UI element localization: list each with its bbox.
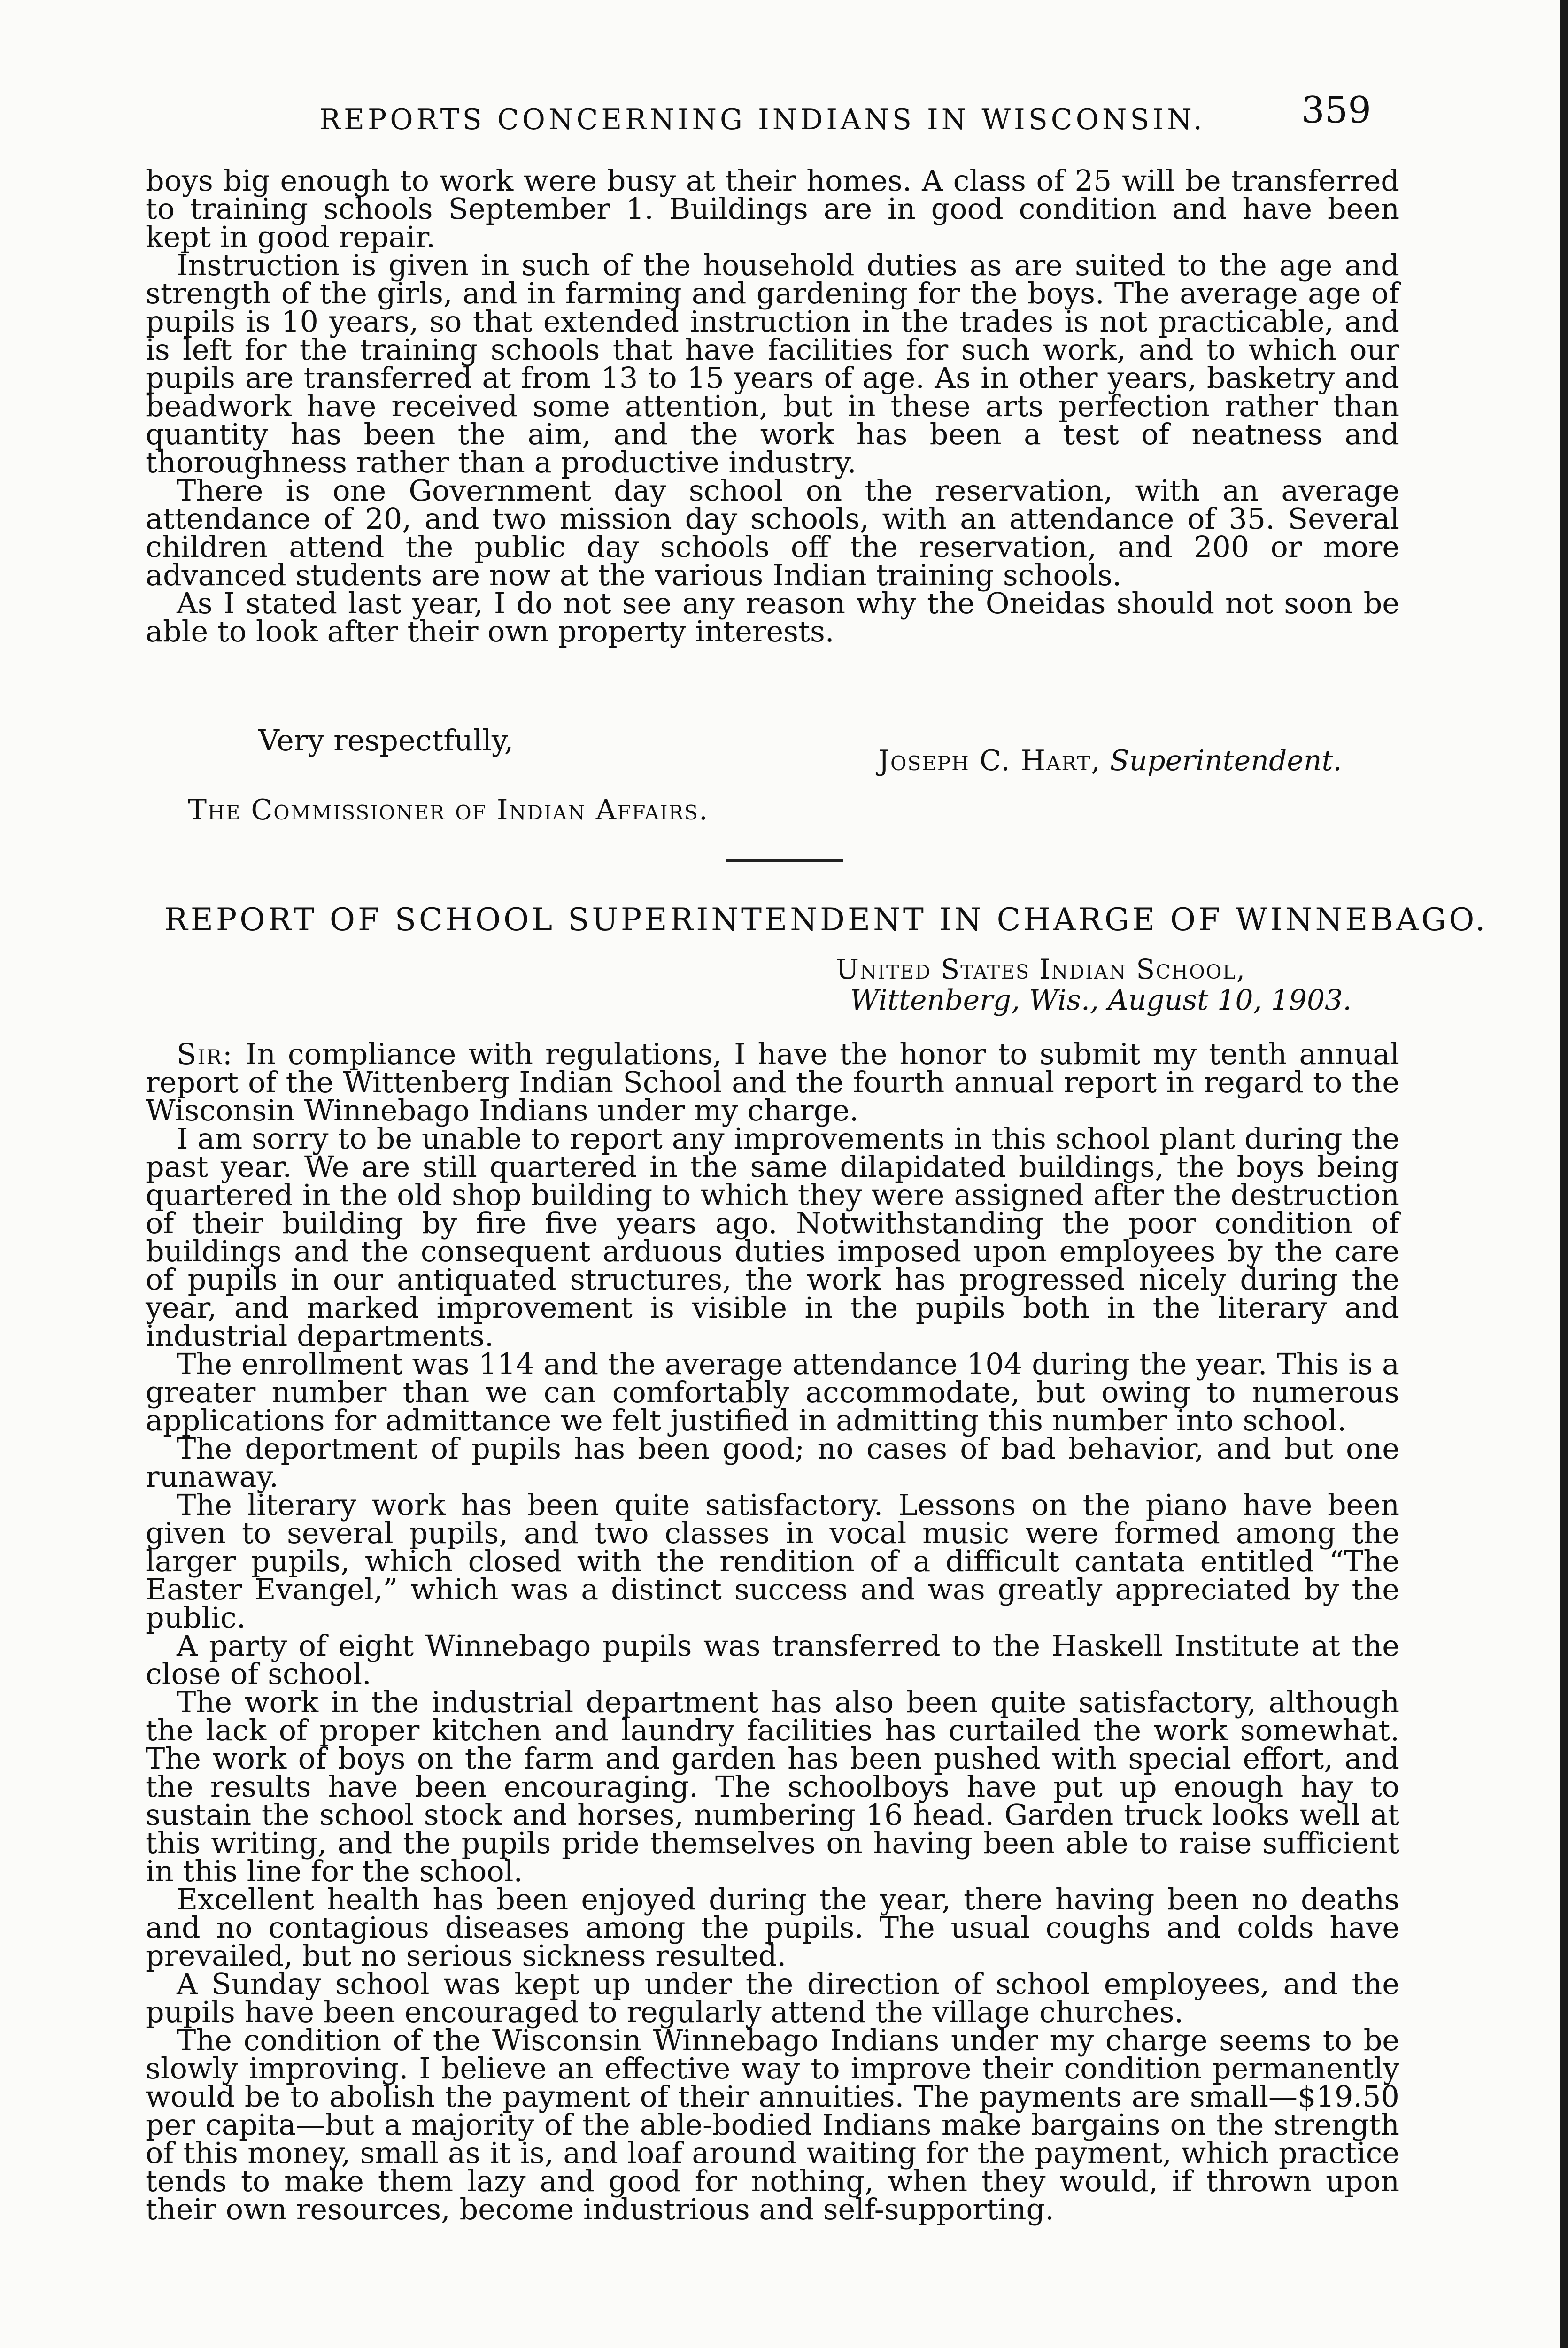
place-date-line: Wittenberg, Wis., August 10, 1903. bbox=[850, 984, 1352, 1017]
page-header bbox=[146, 80, 1399, 146]
opening-text: In compliance with regulations, I have the honor to submit my tenth annual report of the Wittenberg Indian School and the fourth annual report in regard to the Wisconsin Winnebago Indians under my charge. bbox=[146, 1037, 1399, 1128]
paragraph: The deportment of pupils has been good; no cases of bad behavior, and but one runaway. bbox=[146, 1431, 1399, 1494]
paragraph: As I stated last year, I do not see any reason why the Oneidas should not soon be able to look after their own property interests. bbox=[146, 586, 1399, 649]
winnebago-report-body bbox=[146, 1037, 1399, 2226]
signature bbox=[878, 744, 1342, 777]
closing-block bbox=[146, 723, 1399, 777]
paragraph: The work in the industrial department has also been quite satisfactory, although the lack of proper kitchen and laundry facilities has curtailed the work somewhat. The work of boys on the farm and garden has been pushed with special effort, and the results have been encouraging. The schoolboys have put up enough hay to sustain the school stock and horses, numbering 16 head. Garden truck looks well at this writing, and the pupils pride themselves on having been able to raise sufficient in this line for the school. bbox=[146, 1685, 1399, 1888]
paragraph: The literary work has been quite satisfactory. Lessons on the piano have been given to several pupils, and two classes in vocal music were formed among the larger pupils, which closed with the rendition of a difficult cantata entitled “The Easter Evangel,” which was a distinct success and was greatly appreciated by the public. bbox=[146, 1488, 1399, 1635]
paragraph: Excellent health has been enjoyed during the year, there having been no deaths and no contagious diseases among the pupils. The usual coughs and colds have prevailed, but no serious sickness resulted. bbox=[146, 1882, 1399, 1973]
paragraph: boys big enough to work were busy at their homes. A class of 25 will be transferred to training schools September 1. Buildings are in good condition and have been kept in good repair. bbox=[146, 163, 1399, 254]
paragraph: A party of eight Winnebago pupils was transferred to the Haskell Institute at the close of school. bbox=[146, 1629, 1399, 1691]
paragraph: The enrollment was 114 and the average attendance 104 during the year. This is a greater number than we can comfortably accommodate, but owing to numerous applications for admittance we felt justified in admitting this number into school. bbox=[146, 1347, 1399, 1437]
paragraph: The condition of the Wisconsin Winnebago Indians under my charge seems to be slowly improving. I believe an effective way to improve their condition permanently would be to abolish the payment of their annuities. The payments are small—$19.50 per capita—but a majority of the able-bodied Indians make bargains on the strength of this money, small as it is, and loaf around waiting for the payment, which practice tends to make them lazy and good for nothing, when they would, if thrown upon their own resources, become industrious and self-supporting. bbox=[146, 2023, 1399, 2226]
signature-title: Superintendent. bbox=[1110, 744, 1342, 777]
salutation: Sir: bbox=[177, 1037, 233, 1071]
paragraph: I am sorry to be unable to report any improvements in this school plant during the past year. We are still quartered in the same dilapidated buildings, the boys being quartered in the old shop building to which they were assigned after the destruction of their building by fire five years ago. Notwithstanding the poor condition of buildings and the consequent arduous duties imposed upon employees by the care of pupils in our antiquated structures, the work has progressed nicely during the year, and marked improvement is visible in the pupils both in the literary and industrial departments. bbox=[146, 1121, 1399, 1353]
addressee: The Commissioner of Indian Affairs. bbox=[188, 794, 709, 826]
section-divider bbox=[726, 859, 843, 862]
scan-edge bbox=[1560, 0, 1568, 2348]
paragraph: Instruction is given in such of the household duties as are suited to the age and strength of the girls, and in farming and gardening for the boys. The average age of pupils is 10 years, so that extended instruction in the trades is not practicable, and is left for the training schools that have facilities for such work, and to which our pupils are transferred at from 13 to 15 years of age. As in other years, basketry and beadwork have received some attention, but in these arts perfection rather than quantity has been the aim, and the work has been a test of neatness and thoroughness rather than a productive industry. bbox=[146, 248, 1399, 479]
page-number: 359 bbox=[1301, 89, 1371, 131]
paragraph: A Sunday school was kept up under the direction of school employees, and the pupils have been encouraged to regularly attend the village churches. bbox=[146, 1967, 1399, 2029]
opening-paragraph bbox=[146, 1037, 1399, 1128]
closing-salutation: Very respectfully, bbox=[258, 723, 514, 757]
oneida-report-body bbox=[146, 163, 1399, 649]
paragraph: There is one Government day school on the reservation, with an average attendance of 20, and two mission day schools, with an attendance of 35. Several children attend the public day schools off the reservation, and 200 or more advanced students are now at the various Indian training schools. bbox=[146, 473, 1399, 592]
running-head: REPORTS CONCERNING INDIANS IN WISCONSIN. bbox=[319, 103, 1205, 136]
signature-name: Joseph C. Hart, bbox=[878, 744, 1101, 777]
institution-line: United States Indian School, bbox=[836, 953, 1246, 985]
section-title: REPORT OF SCHOOL SUPERINTENDENT IN CHARGE OF WINNEBAGO. bbox=[164, 902, 1488, 938]
